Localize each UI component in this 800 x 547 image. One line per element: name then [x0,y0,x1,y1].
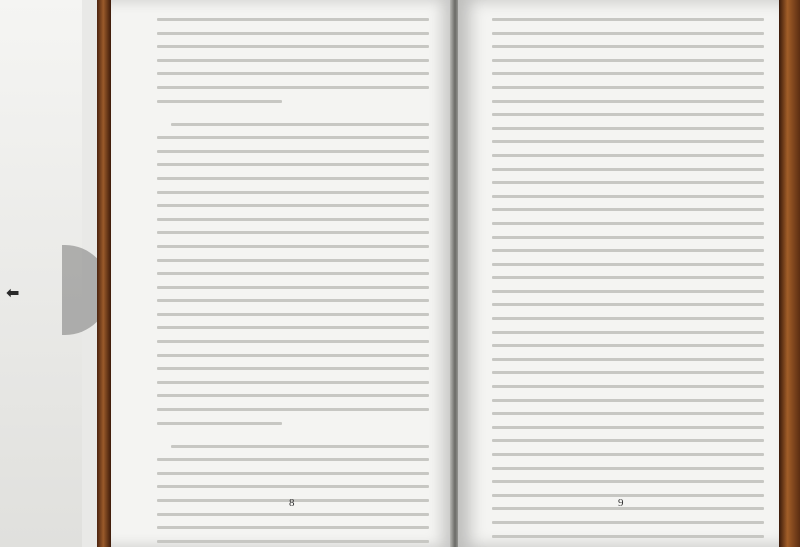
text-line [157,472,429,475]
text-line [492,18,764,21]
text-line [492,412,764,415]
text-line [492,208,764,211]
text-line [492,168,764,171]
text-line [492,385,764,388]
text-line [492,236,764,239]
text-line [492,86,764,89]
text-line [157,163,429,166]
text-line [157,218,429,221]
text-line [492,276,764,279]
text-line [157,86,429,89]
text-line [157,245,429,248]
text-line [492,480,764,483]
text-line [157,18,429,21]
page-number-left: 8 [289,497,295,509]
text-line [492,507,764,510]
text-line [157,422,282,425]
text-line [171,445,429,448]
text-line [157,485,429,488]
text-line [157,150,429,153]
text-line [157,354,429,357]
right-page-text-placeholder [492,18,764,547]
text-line [157,381,429,384]
text-line [157,32,429,35]
text-line [492,331,764,334]
text-line [492,113,764,116]
text-line [492,521,764,524]
text-line [492,317,764,320]
text-line [157,313,429,316]
text-line [171,123,429,126]
text-line [157,191,429,194]
page-number-right: 9 [618,497,624,509]
text-line [157,100,282,103]
left-page-text-placeholder [157,18,429,547]
text-line [157,286,429,289]
left-page [111,0,452,547]
text-line [492,371,764,374]
text-line [492,222,764,225]
text-line [492,181,764,184]
text-line [157,394,429,397]
text-line [492,263,764,266]
text-line [492,467,764,470]
text-line [157,72,429,75]
text-line [157,204,429,207]
text-line [157,526,429,529]
text-line [492,399,764,402]
text-line [157,513,429,516]
text-line [492,494,764,497]
text-line [157,458,429,461]
text-line [157,59,429,62]
text-line [157,367,429,370]
text-line [492,439,764,442]
text-line [492,127,764,130]
text-line [157,340,429,343]
text-line [492,358,764,361]
text-line [157,259,429,262]
text-line [492,32,764,35]
text-line [157,326,429,329]
text-line [492,344,764,347]
text-line [157,136,429,139]
text-line [157,540,429,543]
text-line [492,303,764,306]
text-line [492,154,764,157]
book-cover-left [97,0,111,547]
text-line [492,426,764,429]
text-line [492,535,764,538]
text-line [492,100,764,103]
right-page [458,0,779,547]
text-line [157,408,429,411]
text-line [492,249,764,252]
text-line [492,59,764,62]
text-line [157,231,429,234]
text-line [492,195,764,198]
text-line [492,290,764,293]
text-line [492,140,764,143]
text-line [157,299,429,302]
text-line [492,453,764,456]
text-line [157,45,429,48]
left-arrow-icon: ⬅ [6,283,20,302]
text-line [157,272,429,275]
text-line [157,177,429,180]
book-cover-right [779,0,800,547]
text-line [492,72,764,75]
text-line [492,45,764,48]
